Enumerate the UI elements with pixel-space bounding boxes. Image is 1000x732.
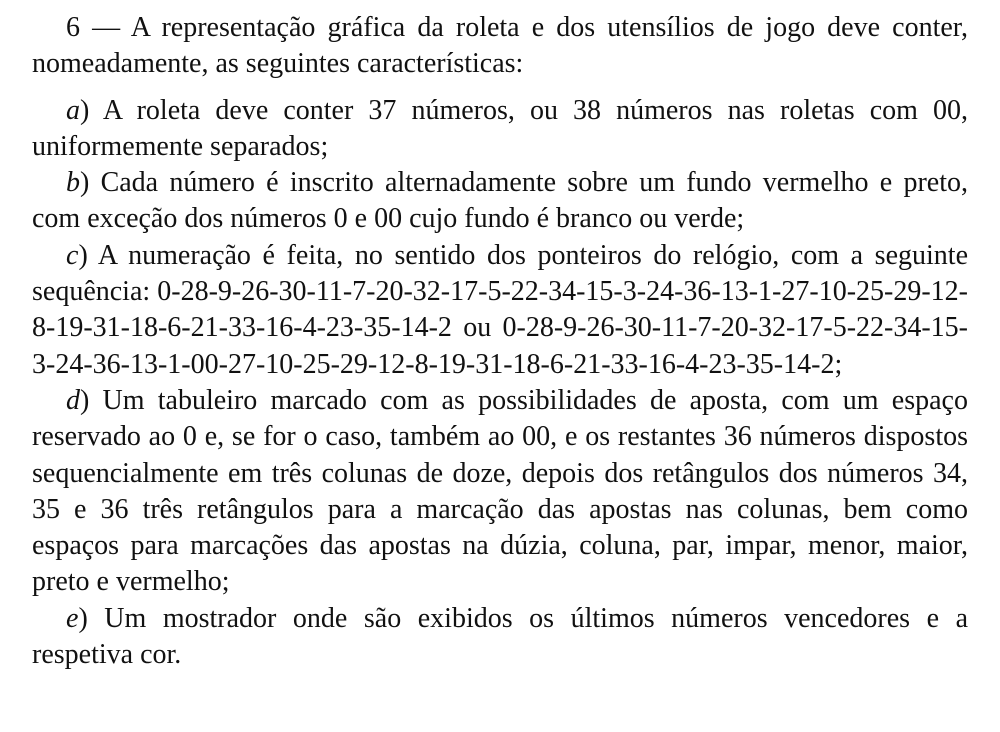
item-paren: ) [80, 167, 90, 199]
list-item-d [32, 383, 968, 601]
item-text: A roleta deve conter 37 números, ou 38 números nas roletas com 00, uniformemente separados; [32, 94, 968, 162]
item-text: A numeração é feita, no sentido dos ponteiros do relógio, com a seguinte sequência: [32, 239, 968, 308]
list-item-a [32, 93, 968, 166]
item-letter: a [66, 94, 80, 126]
item-letter: c [66, 239, 79, 271]
roulette-sequence: 0-28-9-26-30-11-7-20-32-17-5-22-34-15-3-24-36-13-1-27-10-25-29-12-8-19-31-18-6-21-33-16-4-23-35-14-2 ou 0-28-9-26-30-11-7-20-32-17-5-22-34-15-3-24-36-13-1-00-27-10-25-29-12-8-19-31-18-6-21-33-16-4-23-35-14-2; [32, 276, 968, 380]
list-item-e [32, 601, 968, 674]
item-paren: ) [78, 602, 88, 634]
item-paren: ) [80, 384, 90, 416]
list-item-b [32, 165, 968, 238]
item-letter: b [66, 167, 80, 199]
list-item-c [32, 238, 968, 383]
item-letter: e [66, 602, 79, 634]
intro-paragraph: 6 — A representação gráfica da roleta e dos utensílios de jogo deve conter, nomeadamente, as seguintes características: [32, 12, 968, 80]
item-paren: ) [78, 239, 88, 271]
item-text: Um tabuleiro marcado com as possibilidades de aposta, com um espaço reservado ao 0 e, se for o caso, também ao 00, e os restantes 36 números dispostos sequencialmente em três colunas de doze, depois dos retângulos dos números 34, 35 e 36 três retângulos para a marcação das apostas nas colunas, bem como espaços para marcações das apostas na dúzia, coluna, par, impar, menor, maior, preto e vermelho; [32, 384, 968, 598]
item-text: Um mostrador onde são exibidos os últimos números vencedores e a respetiva cor. [32, 602, 968, 671]
item-letter: d [66, 384, 80, 416]
item-text: Cada número é inscrito alternadamente sobre um fundo vermelho e preto, com exceção dos números 0 e 00 cujo fundo é branco ou verde; [32, 167, 968, 235]
item-paren: ) [80, 94, 90, 126]
